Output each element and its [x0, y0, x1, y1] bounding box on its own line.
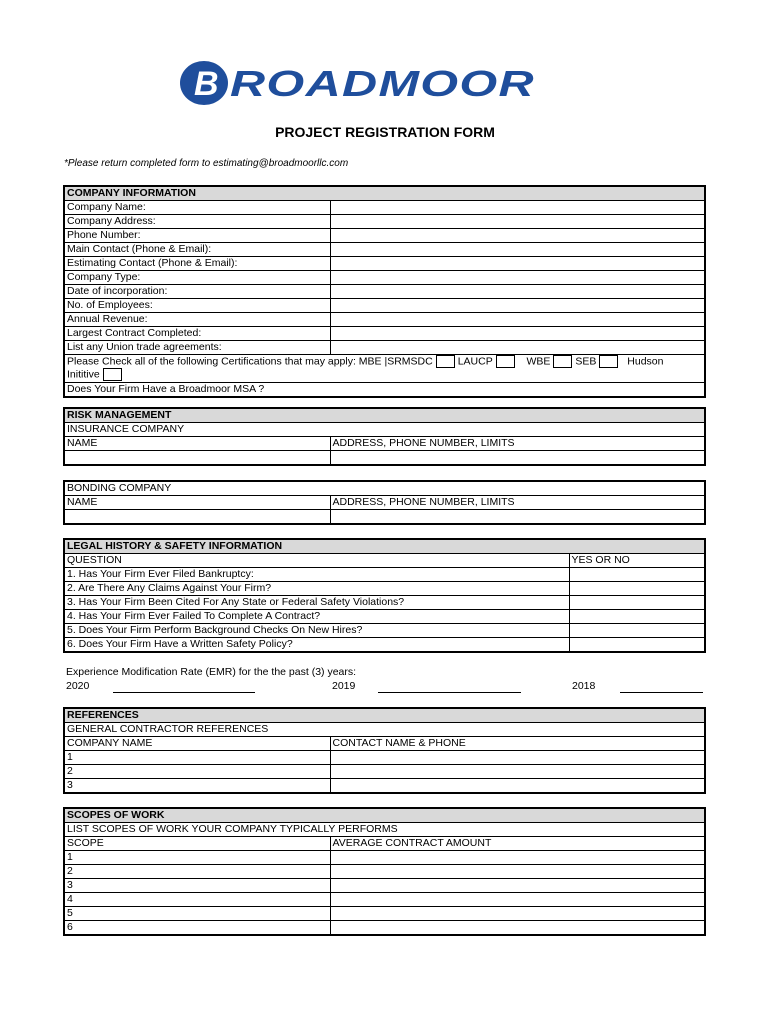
company-field-label: Largest Contract Completed:	[64, 327, 330, 341]
company-field-input[interactable]	[330, 341, 705, 355]
average-contract-input[interactable]	[330, 921, 705, 936]
legal-answer-input[interactable]	[569, 610, 705, 624]
company-field-row	[64, 299, 705, 313]
scopes-instructions: LIST SCOPES OF WORK YOUR COMPANY TYPICALLY PERFORMS	[64, 823, 705, 837]
insurance-name-input[interactable]	[64, 451, 330, 466]
legal-question: 6. Does Your Firm Have a Written Safety Policy?	[64, 638, 569, 653]
company-field-input[interactable]	[330, 215, 705, 229]
wbe-checkbox[interactable]	[553, 355, 572, 368]
company-field-row	[64, 327, 705, 341]
company-field-input[interactable]	[330, 285, 705, 299]
reference-contact-input[interactable]	[330, 751, 705, 765]
question-column: QUESTION	[64, 554, 569, 568]
average-contract-column: AVERAGE CONTRACT AMOUNT	[330, 837, 705, 851]
laucp-checkbox[interactable]	[496, 355, 515, 368]
company-field-input[interactable]	[330, 327, 705, 341]
emr-year-2020: 2020	[66, 680, 90, 692]
bonding-company-label: BONDING COMPANY	[64, 481, 705, 496]
emr-label: Experience Modification Rate (EMR) for the the past (3) years:	[66, 666, 357, 678]
gc-references-label: GENERAL CONTRACTOR REFERENCES	[64, 723, 705, 737]
bonding-company-table	[63, 480, 706, 525]
company-field-row	[64, 313, 705, 327]
company-field-input[interactable]	[330, 229, 705, 243]
legal-question: 3. Has Your Firm Been Cited For Any State or Federal Safety Violations?	[64, 596, 569, 610]
insurance-address-column: ADDRESS, PHONE NUMBER, LIMITS	[330, 437, 705, 451]
average-contract-input[interactable]	[330, 879, 705, 893]
scope-row	[64, 907, 705, 921]
initiative-label: Inititive	[67, 368, 100, 381]
hudson-label: Hudson	[627, 355, 664, 368]
company-information-table	[63, 185, 706, 398]
company-field-input[interactable]	[330, 299, 705, 313]
mbe-srmsdc-checkbox[interactable]	[436, 355, 455, 368]
insurance-name-column: NAME	[64, 437, 330, 451]
company-field-input[interactable]	[330, 313, 705, 327]
insurance-address-input[interactable]	[330, 451, 705, 466]
scope-input[interactable]: 6	[64, 921, 330, 936]
company-field-input[interactable]	[330, 257, 705, 271]
company-field-label: Phone Number:	[64, 229, 330, 243]
company-field-label: Company Name:	[64, 201, 330, 215]
reference-contact-input[interactable]	[330, 779, 705, 794]
insurance-company-label: INSURANCE COMPANY	[64, 423, 705, 437]
scope-row	[64, 879, 705, 893]
average-contract-input[interactable]	[330, 851, 705, 865]
bonding-address-input[interactable]	[330, 510, 705, 525]
certifications-label: Please Check all of the following Certifications that may apply: MBE |SRMSDC	[67, 355, 433, 368]
references-table	[63, 707, 706, 794]
reference-row	[64, 779, 705, 794]
seb-checkbox[interactable]	[599, 355, 618, 368]
legal-question-row	[64, 638, 705, 653]
company-field-label: Main Contact (Phone & Email):	[64, 243, 330, 257]
company-field-label: List any Union trade agreements:	[64, 341, 330, 355]
company-field-label: Annual Revenue:	[64, 313, 330, 327]
contact-name-column: CONTACT NAME & PHONE	[330, 737, 705, 751]
legal-question-row	[64, 582, 705, 596]
reference-contact-input[interactable]	[330, 765, 705, 779]
company-field-label: Company Type:	[64, 271, 330, 285]
company-information-header: COMPANY INFORMATION	[64, 186, 705, 201]
msa-question: Does Your Firm Have a Broadmoor MSA ?	[64, 382, 705, 397]
emr-year-2019: 2019	[332, 680, 356, 692]
laucp-label: LAUCP	[457, 355, 493, 368]
emr-year-2018: 2018	[572, 680, 596, 692]
company-field-label: Estimating Contact (Phone & Email):	[64, 257, 330, 271]
company-name-column: COMPANY NAME	[64, 737, 330, 751]
bonding-address-column: ADDRESS, PHONE NUMBER, LIMITS	[330, 496, 705, 510]
company-field-label: Company Address:	[64, 215, 330, 229]
reference-company-input[interactable]: 1	[64, 751, 330, 765]
emr-2019-input[interactable]	[378, 692, 521, 693]
legal-safety-header: LEGAL HISTORY & SAFETY INFORMATION	[64, 539, 705, 554]
legal-answer-input[interactable]	[569, 568, 705, 582]
scope-row	[64, 921, 705, 936]
scope-row	[64, 893, 705, 907]
company-field-row	[64, 229, 705, 243]
reference-company-input[interactable]: 3	[64, 779, 330, 794]
legal-question: 1. Has Your Firm Ever Filed Bankruptcy:	[64, 568, 569, 582]
average-contract-input[interactable]	[330, 893, 705, 907]
hudson-initiative-checkbox[interactable]	[103, 368, 122, 381]
legal-answer-input[interactable]	[569, 596, 705, 610]
instructions-note: *Please return completed form to estimating@broadmoorllc.com	[64, 158, 349, 169]
reference-company-input[interactable]: 2	[64, 765, 330, 779]
legal-question-row	[64, 610, 705, 624]
company-field-row	[64, 271, 705, 285]
company-field-row	[64, 285, 705, 299]
scope-input[interactable]: 3	[64, 879, 330, 893]
legal-question-row	[64, 596, 705, 610]
svg-text:B: B	[194, 65, 219, 103]
company-field-row	[64, 201, 705, 215]
legal-safety-table	[63, 538, 706, 653]
wbe-label: WBE	[526, 355, 551, 368]
legal-question: 4. Has Your Firm Ever Failed To Complete A Contract?	[64, 610, 569, 624]
initiative-row	[64, 368, 705, 382]
reference-row	[64, 765, 705, 779]
company-field-row	[64, 215, 705, 229]
svg-text:ROADMOOR: ROADMOOR	[230, 63, 535, 104]
legal-answer-input[interactable]	[569, 582, 705, 596]
risk-management-header: RISK MANAGEMENT	[64, 408, 705, 423]
scope-row	[64, 865, 705, 879]
average-contract-input[interactable]	[330, 865, 705, 879]
legal-question: 2. Are There Any Claims Against Your Firm?	[64, 582, 569, 596]
company-field-input[interactable]	[330, 243, 705, 257]
yes-no-column: YES OR NO	[569, 554, 705, 568]
scope-column: SCOPE	[64, 837, 330, 851]
emr-2018-input[interactable]	[620, 692, 703, 693]
average-contract-input[interactable]	[330, 907, 705, 921]
company-field-row	[64, 341, 705, 355]
legal-question-row	[64, 624, 705, 638]
certifications-row	[64, 355, 705, 369]
scope-input[interactable]: 5	[64, 907, 330, 921]
company-field-row	[64, 257, 705, 271]
legal-question: 5. Does Your Firm Perform Background Checks On New Hires?	[64, 624, 569, 638]
scopes-of-work-header: SCOPES OF WORK	[64, 808, 705, 823]
emr-2020-input[interactable]	[113, 692, 255, 693]
scope-input[interactable]: 4	[64, 893, 330, 907]
company-field-row	[64, 243, 705, 257]
risk-management-table	[63, 407, 706, 466]
company-field-input[interactable]	[330, 271, 705, 285]
scope-row	[64, 851, 705, 865]
company-field-label: No. of Employees:	[64, 299, 330, 313]
bonding-name-column: NAME	[64, 496, 330, 510]
legal-answer-input[interactable]	[569, 638, 705, 653]
legal-question-row	[64, 568, 705, 582]
seb-label: SEB	[575, 355, 597, 368]
scope-input[interactable]: 2	[64, 865, 330, 879]
form-title: PROJECT REGISTRATION FORM	[275, 124, 495, 140]
bonding-name-input[interactable]	[64, 510, 330, 525]
broadmoor-logo	[180, 58, 540, 108]
company-field-label: Date of incorporation:	[64, 285, 330, 299]
scope-input[interactable]: 1	[64, 851, 330, 865]
company-field-input[interactable]	[330, 201, 705, 215]
references-header: REFERENCES	[64, 708, 705, 723]
scopes-of-work-table	[63, 807, 706, 936]
reference-row	[64, 751, 705, 765]
legal-answer-input[interactable]	[569, 624, 705, 638]
